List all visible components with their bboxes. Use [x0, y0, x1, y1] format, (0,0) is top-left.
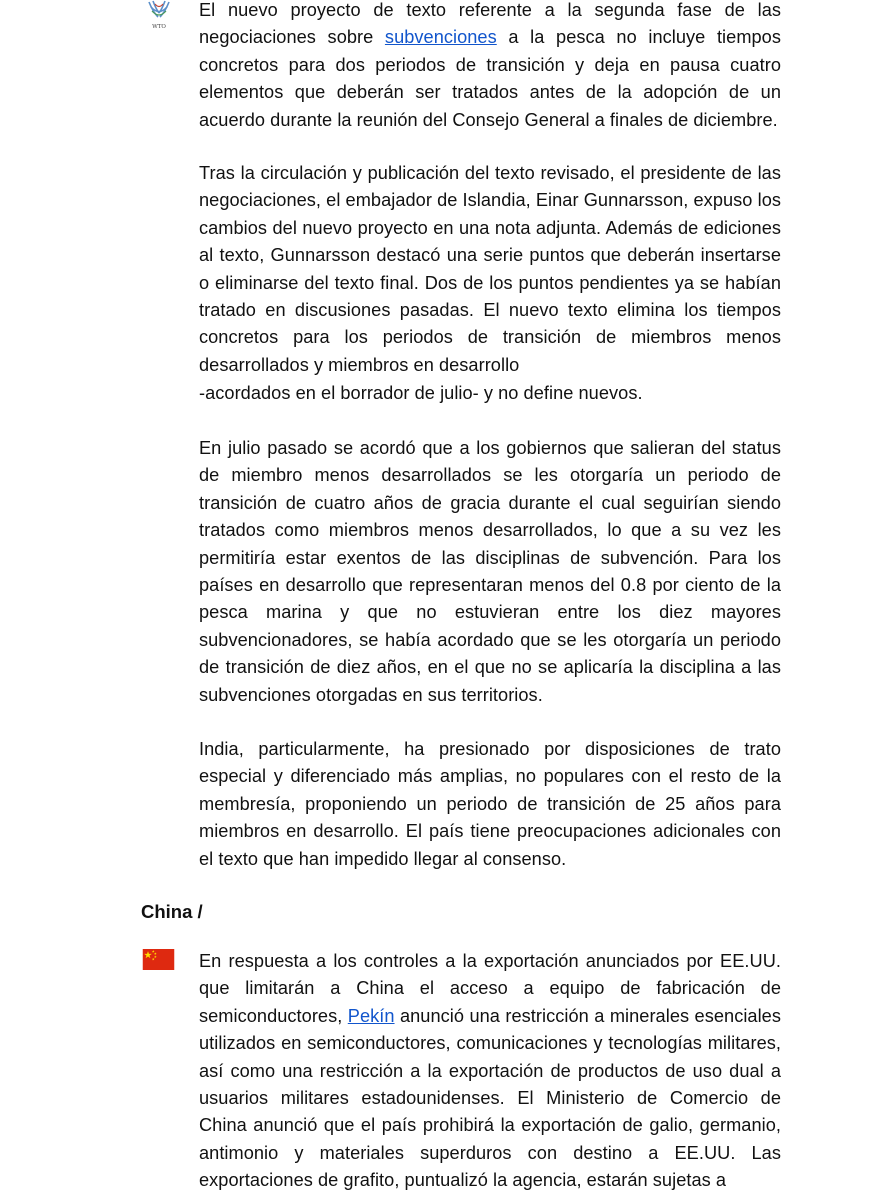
svg-text:WTO: WTO: [152, 24, 166, 30]
section-heading-china: China /: [141, 901, 203, 922]
paragraph-5-text-end: anunció una restricción a minerales esenciales utilizados en semiconductores, comunicaciones y tecnologías militares, así como una restricción a la exportación de productos de uso dual a usuarios militares estadounidenses. El Ministerio de Comercio de China anunció que el país prohibirá la exportación de galio, germanio, antimonio y materiales superduros con destino a EE.UU. Las exportaciones de grafito, puntualizó la agencia, estarán sujetas a: [199, 1005, 781, 1191]
paragraph-2-continuation: [199, 380, 781, 407]
paragraph-1-text-start: El nuevo proyecto de texto referente a la segunda fase de las negociaciones sobre: [199, 0, 781, 48]
paragraph-5: [199, 948, 781, 1195]
paragraph-5-text-start: En respuesta a los controles a la exportación anunciados por EE.UU. que limitarán a China el acceso a equipo de fabricación de semiconductores,: [199, 951, 781, 1026]
paragraph-2-text: Tras la circulación y publicación del texto revisado, el presidente de las negociaciones, el embajador de Islandia, Einar Gunnarsson, expuso los cambios del nuevo proyecto en una nota adjunta. Además de ediciones al texto, Gunnarsson destacó una serie puntos que deberán insertarse o eliminarse del texto final. Dos de los puntos pendientes ya se habían tratado en discusiones pasadas. El nuevo texto elimina los tiempos concretos para los periodos de transición de miembros menos desarrollados y miembros en desarrollo: [199, 163, 781, 375]
wto-logo-icon: [146, 0, 172, 30]
china-flag-icon: [141, 949, 176, 970]
paragraph-3: [199, 435, 781, 709]
paragraph-2-text-line2: -acordados en el borrador de julio- y no define nuevos.: [199, 383, 643, 403]
paragraph-1-text-end: a la pesca no incluye tiempos concretos para dos periodos de transición y deja en pausa cuatro elementos que deberán ser tratados antes de la adopción de un acuerdo durante la reunión del Consejo General a finales de diciembre.: [199, 27, 781, 130]
paragraph-1: [199, 0, 781, 134]
subvenciones-link[interactable]: subvenciones: [384, 27, 497, 48]
paragraph-2: [199, 160, 781, 379]
paragraph-3-text: En julio pasado se acordó que a los gobiernos que salieran del status de miembro menos desarrollados se les otorgaría un periodo de transición de cuatro años de gracia durante el cual seguirían siendo tratados como miembros menos desarrollados, lo que a su vez les permitiría estar exentos de las disciplinas de subvención. Para los países en desarrollo que representaran menos del 0.8 por ciento de la pesca marina y que no estuvieran entre los diez mayores subvencionadores, se había acordado que se les otorgaría un periodo de transición de diez años, en el que no se aplicaría la disciplina a las subvenciones otorgadas en sus territorios.: [199, 438, 781, 705]
paragraph-4-text: India, particularmente, ha presionado por disposiciones de trato especial y diferenciado más amplias, no populares con el resto de la membresía, proponiendo un periodo de transición de 25 años para miembros en desarrollo. El país tiene preocupaciones adicionales con el texto que han impedido llegar al consenso.: [199, 739, 781, 869]
paragraph-4: [199, 736, 781, 873]
pekin-link[interactable]: Pekín: [347, 1005, 395, 1026]
